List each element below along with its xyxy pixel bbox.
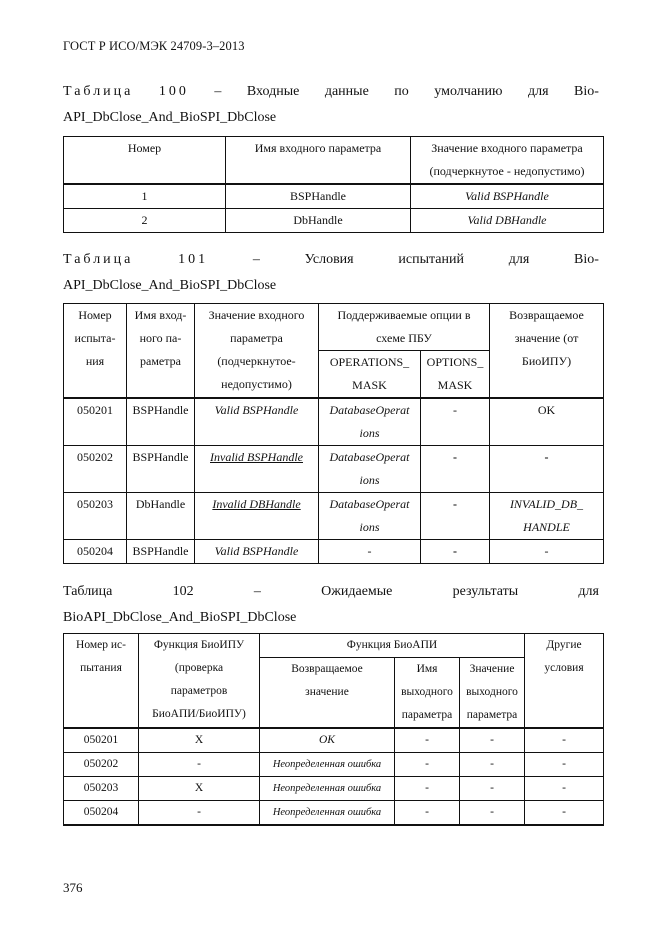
cell-name: DbHandle xyxy=(226,209,411,233)
cell-ipu: X xyxy=(139,728,260,753)
header-cell xyxy=(64,304,127,399)
header-line: Имя вход- xyxy=(134,308,187,322)
header-line: Другие xyxy=(546,639,582,651)
header-line: раметра xyxy=(140,354,181,368)
cell-value: Valid DBHandle xyxy=(411,209,604,233)
cell-value: Valid BSPHandle xyxy=(195,540,319,564)
table-101 xyxy=(63,303,604,564)
header-cell xyxy=(260,658,395,729)
table-101-caption xyxy=(63,247,599,299)
header-cell xyxy=(319,351,421,399)
caption-word: умолчанию xyxy=(434,84,503,99)
caption-number: 100 xyxy=(158,84,189,99)
cell-number: 2 xyxy=(64,209,226,233)
cell-ipu: - xyxy=(139,753,260,777)
cell-out-name: - xyxy=(395,728,460,753)
header-line: параметра xyxy=(466,709,518,721)
header-cell xyxy=(195,304,319,399)
cell-number: 050202 xyxy=(64,753,139,777)
cell-return xyxy=(490,493,604,540)
header-cell: Функция БиоАПИ xyxy=(260,634,525,658)
cell-return: Неопределенная ошибка xyxy=(260,753,395,777)
table-row xyxy=(64,493,604,540)
cell-number: 1 xyxy=(64,184,226,209)
caption-word: для xyxy=(527,84,549,99)
header-cell xyxy=(411,137,604,185)
header-line: схеме ПБУ xyxy=(376,331,432,345)
caption-word: Ожидаемые xyxy=(321,584,393,599)
cell-other: - xyxy=(525,801,604,826)
header-line: Функция БиоИПУ xyxy=(153,639,245,651)
cell-number: 050201 xyxy=(64,728,139,753)
caption-word: данные xyxy=(324,84,369,99)
header-line: БиоАПИ/БиоИПУ) xyxy=(152,708,246,720)
caption-word: по xyxy=(394,84,409,99)
header-line: ного па- xyxy=(139,331,182,345)
cell-line: DatabaseOperat xyxy=(329,497,410,511)
table-row xyxy=(64,184,604,209)
header-cell xyxy=(395,658,460,729)
header-line: Возвращаемое xyxy=(291,663,363,675)
header-line: Значение входного xyxy=(208,308,305,322)
header-line: Значение xyxy=(469,663,515,675)
cell-return: - xyxy=(490,446,604,493)
table-header-row xyxy=(64,304,604,351)
cell-out-value: - xyxy=(460,801,525,826)
cell-number: 050204 xyxy=(64,540,127,564)
caption-number: 101 xyxy=(178,252,209,267)
header-line: (подчеркнутое - недопустимо) xyxy=(429,164,585,178)
header-cell: Номер xyxy=(64,137,226,185)
header-cell xyxy=(460,658,525,729)
caption-word: Входные xyxy=(246,84,300,99)
header-line: MASK xyxy=(352,378,387,392)
cell-return: OK xyxy=(490,398,604,446)
table-row xyxy=(64,209,604,233)
header-line: пытания xyxy=(80,662,122,674)
cell-line: HANDLE xyxy=(523,520,570,534)
caption-word: испытаний xyxy=(398,252,464,267)
caption-word: результаты xyxy=(452,584,519,599)
table-row xyxy=(64,777,604,801)
header-line: параметра xyxy=(401,709,453,721)
cell-line: DatabaseOperat xyxy=(329,403,410,417)
table-row xyxy=(64,728,604,753)
header-line: ния xyxy=(85,354,105,368)
header-line: Поддерживаемые опции в xyxy=(337,308,471,322)
table-102-caption xyxy=(63,579,599,631)
table-100-caption xyxy=(63,79,599,131)
cell-out-name: - xyxy=(395,753,460,777)
header-cell xyxy=(127,304,195,399)
header-line: значение (от xyxy=(514,331,579,345)
cell-name: BSPHandle xyxy=(127,540,195,564)
cell-options-mask: - xyxy=(421,493,490,540)
cell-value: Invalid BSPHandle xyxy=(195,446,319,493)
page-number: 376 xyxy=(63,880,83,895)
header-line: OPERATIONS_ xyxy=(329,355,410,369)
cell-line: ions xyxy=(359,520,380,534)
caption-line-2: API_DbClose_And_BioSPI_DbClose xyxy=(63,110,277,125)
cell-ipu: X xyxy=(139,777,260,801)
cell-return: - xyxy=(490,540,604,564)
header-line: параметров xyxy=(170,685,228,697)
cell-options-mask: - xyxy=(421,446,490,493)
caption-dash: – xyxy=(252,252,260,267)
cell-name: BSPHandle xyxy=(127,446,195,493)
cell-ipu: - xyxy=(139,801,260,826)
table-header-row xyxy=(64,137,604,185)
header-line: Номер xyxy=(78,308,112,322)
cell-return: Неопределенная ошибка xyxy=(260,801,395,826)
cell-name: DbHandle xyxy=(127,493,195,540)
header-line: Номер ис- xyxy=(76,639,126,651)
table-row xyxy=(64,801,604,826)
cell-options-mask: - xyxy=(421,398,490,446)
cell-out-name: - xyxy=(395,801,460,826)
header-cell: Имя входного параметра xyxy=(226,137,411,185)
table-100 xyxy=(63,136,604,233)
cell-number: 050204 xyxy=(64,801,139,826)
cell-ops-mask xyxy=(319,493,421,540)
cell-out-value: - xyxy=(460,753,525,777)
cell-other: - xyxy=(525,728,604,753)
header-line: (проверка xyxy=(174,662,224,674)
header-line: (подчеркнутое- xyxy=(217,354,296,368)
header-line: недопустимо) xyxy=(221,377,292,391)
header-line: Имя xyxy=(416,663,438,675)
caption-word: Таблица xyxy=(63,252,134,267)
table-row xyxy=(64,753,604,777)
cell-out-value: - xyxy=(460,728,525,753)
caption-word: для xyxy=(578,584,599,599)
table-102 xyxy=(63,633,604,826)
table-row xyxy=(64,398,604,446)
header-cell xyxy=(319,304,490,351)
caption-word: Bio- xyxy=(574,84,599,99)
cell-line: DatabaseOperat xyxy=(329,450,410,464)
cell-options-mask: - xyxy=(421,540,490,564)
header-line: MASK xyxy=(437,378,473,392)
header-cell xyxy=(490,304,604,399)
cell-other: - xyxy=(525,753,604,777)
header-cell xyxy=(421,351,490,399)
header-line: OPTIONS_ xyxy=(426,355,484,369)
document-header: ГОСТ Р ИСО/МЭК 24709-3–2013 xyxy=(63,39,245,53)
cell-number: 050203 xyxy=(64,493,127,540)
cell-value: Valid BSPHandle xyxy=(411,184,604,209)
header-line: выходного xyxy=(466,686,518,698)
cell-value: Valid BSPHandle xyxy=(195,398,319,446)
caption-word: Условия xyxy=(304,252,354,267)
cell-line: ions xyxy=(359,473,380,487)
header-line: параметра xyxy=(230,331,283,345)
cell-number: 050202 xyxy=(64,446,127,493)
caption-line-2: BioAPI_DbClose_And_BioSPI_DbClose xyxy=(63,610,297,625)
table-row xyxy=(64,446,604,493)
header-cell xyxy=(64,634,139,729)
caption-word: Таблица xyxy=(63,584,113,599)
header-line: Возвращаемое xyxy=(509,308,584,322)
table-header-row xyxy=(64,634,604,658)
cell-line: INVALID_DB_ xyxy=(509,497,584,511)
caption-number: 102 xyxy=(172,584,194,599)
caption-dash: – xyxy=(253,584,261,599)
cell-return: Неопределенная ошибка xyxy=(260,777,395,801)
header-cell xyxy=(139,634,260,729)
cell-ops-mask xyxy=(319,446,421,493)
cell-out-name: - xyxy=(395,777,460,801)
cell-other: - xyxy=(525,777,604,801)
header-line: выходного xyxy=(401,686,453,698)
cell-number: 050203 xyxy=(64,777,139,801)
caption-line-2: API_DbClose_And_BioSPI_DbClose xyxy=(63,278,277,293)
cell-ops-mask xyxy=(319,398,421,446)
header-line: значение xyxy=(305,686,349,698)
caption-word: для xyxy=(508,252,530,267)
header-line: БиоИПУ) xyxy=(521,354,572,368)
cell-line: ions xyxy=(359,426,380,440)
cell-out-value: - xyxy=(460,777,525,801)
cell-name: BSPHandle xyxy=(226,184,411,209)
caption-word: Bio- xyxy=(574,252,599,267)
header-line: Значение входного параметра xyxy=(431,141,583,155)
cell-return: OK xyxy=(260,728,395,753)
caption-word: Таблица xyxy=(63,84,134,99)
cell-number: 050201 xyxy=(64,398,127,446)
table-row xyxy=(64,540,604,564)
header-cell xyxy=(525,634,604,729)
cell-value: Invalid DBHandle xyxy=(195,493,319,540)
cell-ops-mask: - xyxy=(319,540,421,564)
header-line: условия xyxy=(544,662,584,674)
cell-name: BSPHandle xyxy=(127,398,195,446)
header-line: испыта- xyxy=(74,331,116,345)
caption-dash: – xyxy=(214,84,222,99)
